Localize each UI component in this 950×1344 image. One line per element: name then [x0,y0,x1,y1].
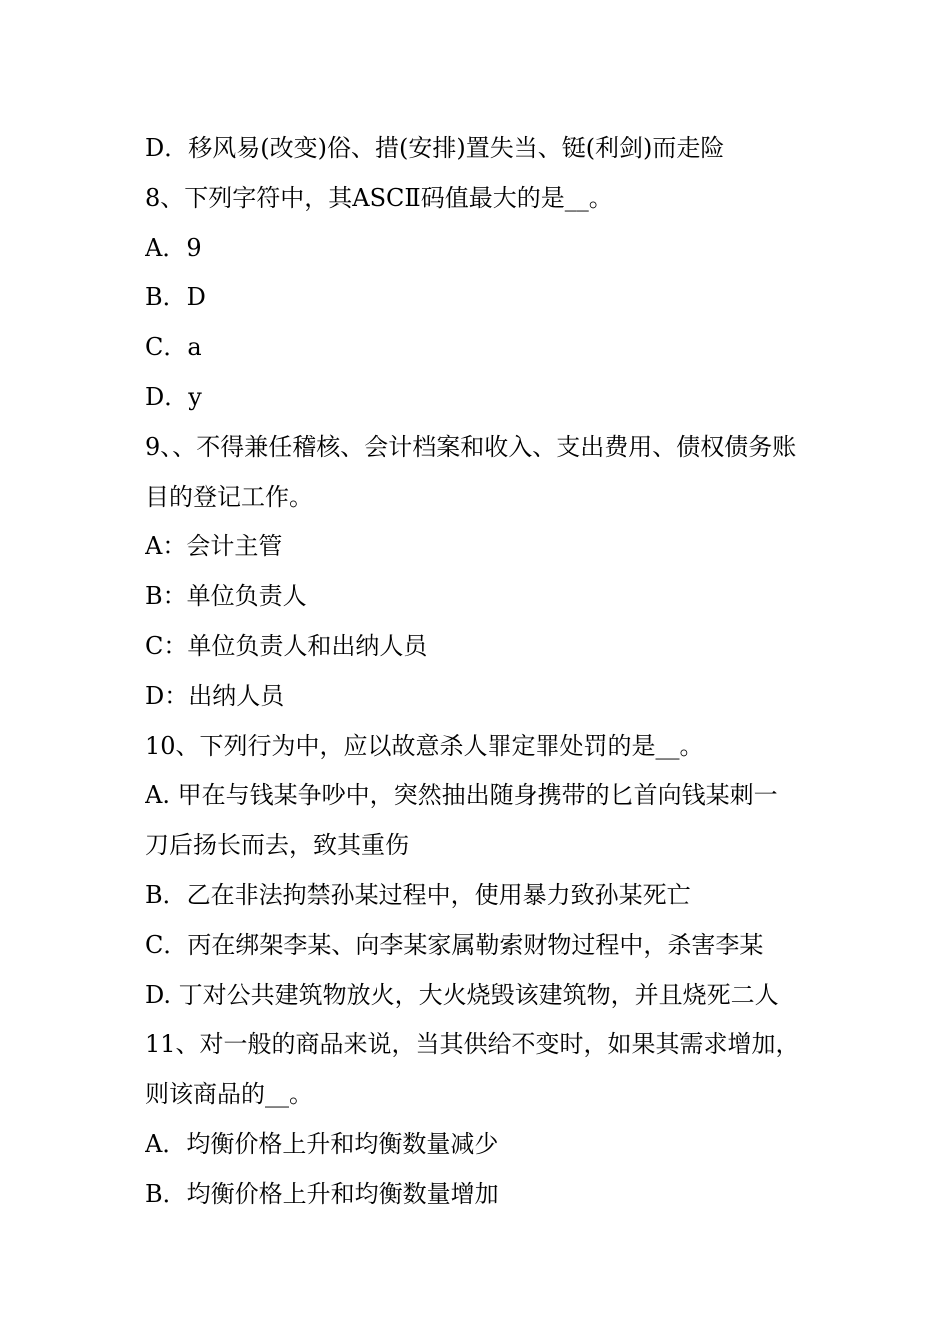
option-d: D. 丁对公共建筑物放火，大火烧毁该建筑物，并且烧死二人 [145,980,779,1009]
option-a: A．均衡价格上升和均衡数量减少 [145,1129,499,1158]
option-c: C．丙在绑架李某、向李某家属勒索财物过程中，杀害李某 [145,930,764,959]
question-11: 11、对一般的商品来说，当其供给不变时，如果其需求增加， [145,1030,800,1059]
document-body [145,124,817,1220]
option-b: B．均衡价格上升和均衡数量增加 [145,1179,499,1208]
option-c: C．a [145,333,202,362]
question-9-continued: 目的登记工作。 [145,482,313,511]
option-d: D：出纳人员 [145,681,285,710]
option-a: A：会计主管 [145,532,283,561]
option-a: A．9 [145,233,202,262]
option-d-idiom: D．移风易(改变)俗、措(安排)置失当、铤(利剑)而走险 [145,134,725,162]
question-10: 10、下列行为中，应以故意杀人罪定罪处罚的是__。 [145,731,704,760]
option-b: B．乙在非法拘禁孙某过程中，使用暴力致孙某死亡 [145,880,691,909]
option-a: A. 甲在与钱某争吵中，突然抽出随身携带的匕首向钱某刺一 [145,781,778,810]
option-b: B．D [145,283,206,312]
option-a-continued: 刀后扬长而去，致其重伤 [145,831,409,860]
question-9: 9、、不得兼任稽核、会计档案和收入、支出费用、债权债务账 [145,432,797,461]
option-d: D．y [145,382,202,411]
option-b: B：单位负责人 [145,582,307,611]
question-8: 8、下列字符中，其ASCⅡ码值最大的是__。 [145,183,613,212]
option-c: C：单位负责人和出纳人员 [145,631,428,660]
question-11-continued: 则该商品的__。 [145,1080,313,1109]
